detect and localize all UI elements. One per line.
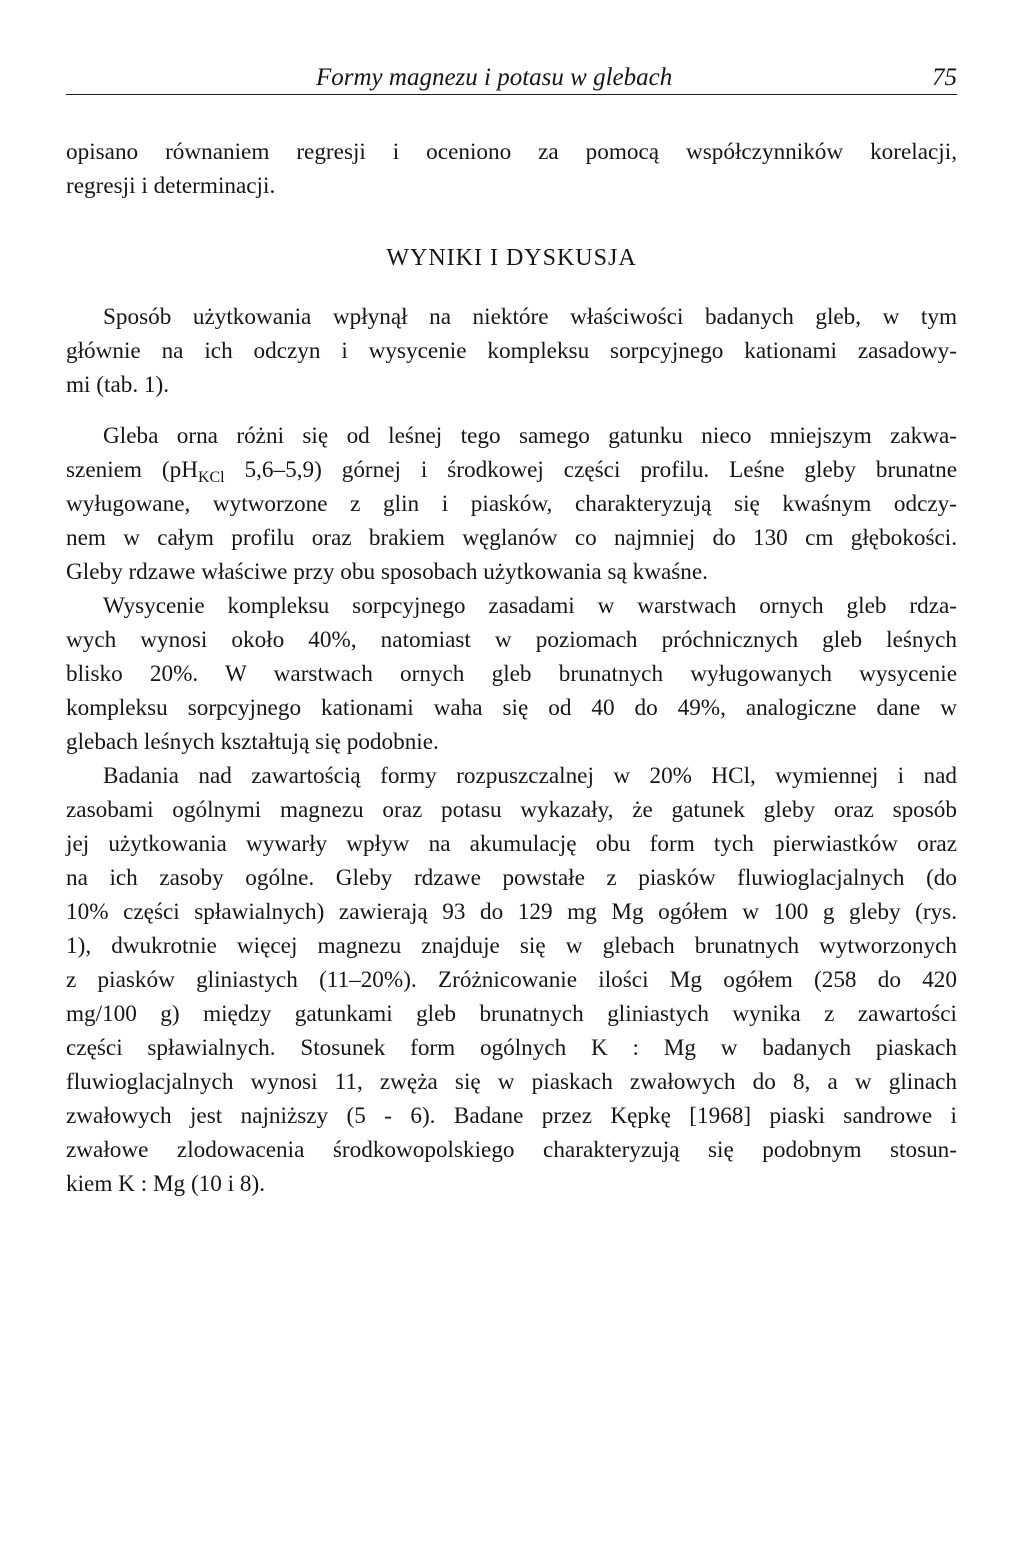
text-line: kiem K : Mg (10 i 8). <box>66 1171 266 1197</box>
text-line: opisano równaniem regresji i oceniono za pomocą współczynników korelacji, <box>66 139 957 165</box>
text-segment: 5,6–5,9) górnej i środkowej części profilu. Leśne gleby brunatne <box>224 457 957 483</box>
text-line: zwałowych jest najniższy (5 - 6). Badane przez Kępkę [1968] piaski sandrowe i <box>66 1103 957 1129</box>
text-line: głównie na ich odczyn i wysycenie kompleksu sorpcyjnego kationami zasadowy- <box>66 338 957 364</box>
text-line-with-subscript <box>66 453 957 487</box>
text-line: wyługowane, wytworzone z glin i piasków, charakteryzują się kwaśnym odczy- <box>66 491 957 517</box>
text-line: Gleba orna różni się od leśnej tego samego gatunku nieco mniejszym zakwa- <box>103 423 957 449</box>
text-line: 1), dwukrotnie więcej magnezu znajduje się w glebach brunatnych wytworzonych <box>66 933 957 959</box>
text-line: Wysycenie kompleksu sorpcyjnego zasadami w warstwach ornych gleb rdza- <box>103 593 957 619</box>
ph-subscript: KCl <box>197 469 225 486</box>
text-line: Badania nad zawartością formy rozpuszczalnej w 20% HCl, wymiennej i nad <box>103 763 957 789</box>
text-line: fluwioglacjalnych wynosi 11, zwęża się w piaskach zwałowych do 8, a w glinach <box>66 1069 957 1095</box>
text-line: zwałowe zlodowacenia środkowopolskiego charakteryzują się podobnym stosun- <box>66 1137 957 1163</box>
text-line: kompleksu sorpcyjnego kationami waha się od 40 do 49%, analogiczne dane w <box>66 695 957 721</box>
text-line: zasobami ogólnymi magnezu oraz potasu wykazały, że gatunek gleby oraz sposób <box>66 797 957 823</box>
text-line: glebach leśnych kształtują się podobnie. <box>66 729 439 755</box>
text-line: Sposób użytkowania wpłynął na niektóre właściwości badanych gleb, w tym <box>103 304 957 330</box>
page-number: 75 <box>932 64 957 91</box>
text-line: 10% części spławialnych) zawierają 93 do 129 mg Mg ogółem w 100 g gleby (rys. <box>66 899 957 925</box>
text-line: regresji i determinacji. <box>66 173 276 199</box>
text-line: blisko 20%. W warstwach ornych gleb brunatnych wyługowanych wysycenie <box>66 661 957 687</box>
text-line: Gleby rdzawe właściwe przy obu sposobach użytkowania są kwaśne. <box>66 559 708 585</box>
text-line: wych wynosi około 40%, natomiast w poziomach próchnicznych gleb leśnych <box>66 627 957 653</box>
section-heading: WYNIKI I DYSKUSJA <box>386 245 637 271</box>
text-line: jej użytkowania wywarły wpływ na akumulację obu form tych pierwiastków oraz <box>66 831 957 857</box>
text-line: mi (tab. 1). <box>66 372 170 398</box>
running-title: Formy magnezu i potasu w glebach <box>316 64 673 91</box>
text-segment: szeniem (pH <box>66 457 198 483</box>
text-line: z piasków gliniastych (11–20%). Zróżnicowanie ilości Mg ogółem (258 do 420 <box>66 967 957 993</box>
text-line: na ich zasoby ogólne. Gleby rdzawe powstałe z piasków fluwioglacjalnych (do <box>66 865 957 891</box>
text-line: mg/100 g) między gatunkami gleb brunatnych gliniastych wynika z zawartości <box>66 1001 957 1027</box>
body-text <box>66 0 957 1563</box>
text-line: części spławialnych. Stosunek form ogólnych K : Mg w badanych piaskach <box>66 1035 957 1061</box>
text-line: nem w całym profilu oraz brakiem węglanów co najmniej do 130 cm głębokości. <box>66 525 957 551</box>
